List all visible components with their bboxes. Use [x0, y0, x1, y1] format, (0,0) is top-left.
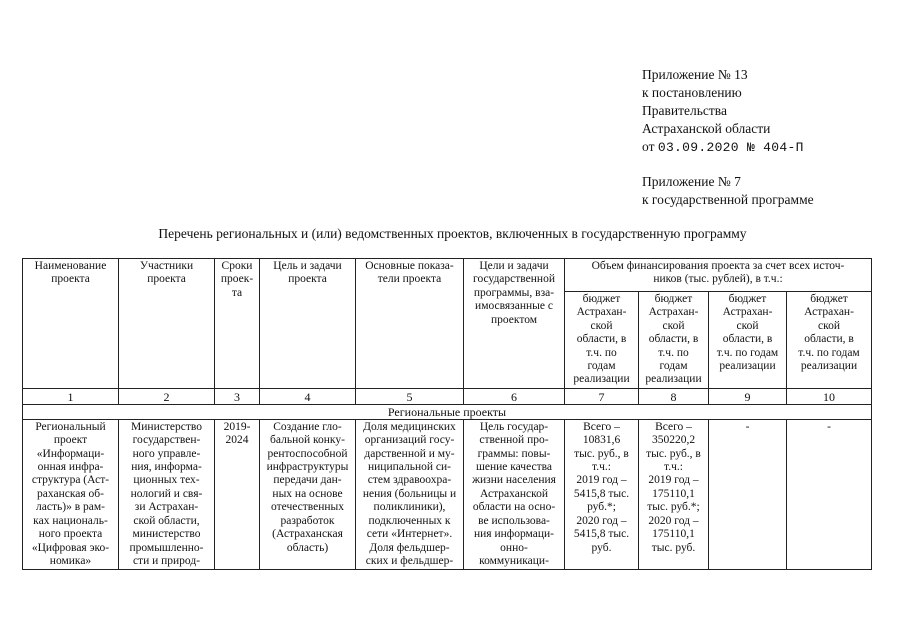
column-number: 8	[639, 388, 709, 404]
header-financing: Объем финансирования проекта за счет всех источ- ников (тыс. рублей), в т.ч.:	[565, 259, 872, 292]
header-financing-col-8: бюджет Астрахан- ской области, в т.ч. по годам реализации	[639, 292, 709, 389]
header-financing-col-9: бюджет Астрахан- ской области, в т.ч. по годам реализации	[709, 292, 787, 389]
column-number: 1	[23, 388, 119, 404]
appendix-number: Приложение № 13	[642, 67, 748, 82]
column-number: 4	[260, 388, 356, 404]
appendix-7-block	[642, 173, 814, 209]
header-terms: Сроки проек- та	[215, 259, 260, 389]
cell-financing-9: -	[709, 419, 787, 569]
header-program-goals: Цели и задачи государственной программы, вза- имосвязанные с проектом	[464, 259, 565, 389]
section-title: Региональные проекты	[23, 404, 872, 419]
header-indicators: Основные показа- тели проекта	[356, 259, 464, 389]
document-title: Перечень региональных и (или) ведомственных проектов, включенных в государственную программу	[158, 226, 747, 241]
appendix-region-line: Астраханской области	[642, 121, 771, 136]
section-row	[23, 404, 872, 419]
cell-financing-10: -	[787, 419, 872, 569]
header-financing-col-10: бюджет Астрахан- ской области, в т.ч. по годам реализации	[787, 292, 872, 389]
column-number: 7	[565, 388, 639, 404]
cell-financing-7: Всего – 10831,6 тыс. руб., в т.ч.: 2019 год – 5415,8 тыс. руб.*; 2020 год – 5415,8 тыс. руб.	[565, 419, 639, 569]
table-row	[23, 419, 872, 569]
column-number: 5	[356, 388, 464, 404]
header-goal: Цель и задачи проекта	[260, 259, 356, 389]
appendix-date-line	[642, 138, 804, 157]
appendix-date-stamp: 03.09.2020 № 404-П	[657, 140, 804, 155]
column-number: 6	[464, 388, 565, 404]
appendix-13-block	[642, 66, 804, 157]
appendix2-program-line: к государственной программе	[642, 192, 814, 207]
appendix2-number: Приложение № 7	[642, 174, 741, 189]
projects-table	[22, 258, 872, 570]
header-financing-col-7: бюджет Астрахан- ской области, в т.ч. по годам реализации	[565, 292, 639, 389]
column-number: 10	[787, 388, 872, 404]
header-name: Наименование проекта	[23, 259, 119, 389]
cell-indicators: Доля медицинских организаций госу- дарственной и му- ниципальной си- стем здравоохра- нения (больницы и поликлиники), подключенных к сети «Интернет». Доля фельдшер- ских и фельдшер-	[356, 419, 464, 569]
appendix-government-line: Правительства	[642, 103, 727, 118]
appendix-resolution-line: к постановлению	[642, 85, 742, 100]
column-numbers-row	[23, 388, 872, 404]
cell-program-goals: Цель государ- ственной про- граммы: повы- шение качества жизни населения Астраханской области на осно- ве использова- ния информаци- онно- коммуникаци-	[464, 419, 565, 569]
column-number: 9	[709, 388, 787, 404]
cell-goal: Создание гло- бальной конку- рентоспособной инфраструктуры передачи дан- ных на основе отечественных разработок (Астраханская область)	[260, 419, 356, 569]
column-number: 3	[215, 388, 260, 404]
header-row-1	[23, 259, 872, 292]
cell-financing-8: Всего – 350220,2 тыс. руб., в т.ч.: 2019 год – 175110,1 тыс. руб.*; 2020 год – 175110,1 тыс. руб.	[639, 419, 709, 569]
header-participants: Участники проекта	[119, 259, 215, 389]
column-number: 2	[119, 388, 215, 404]
cell-project-name: Региональный проект «Информаци- онная инфра- структура (Аст- раханская об- ласть)» в рам- ках националь- ного проекта «Цифровая эко- номика»	[23, 419, 119, 569]
appendix-date-prefix: от	[642, 139, 655, 154]
cell-terms: 2019- 2024	[215, 419, 260, 569]
cell-participants: Министерство государствен- ного управле- ния, информа- ционных тех- нологий и свя- зи Астрахан- ской области, министерство промышленно- сти и природ-	[119, 419, 215, 569]
